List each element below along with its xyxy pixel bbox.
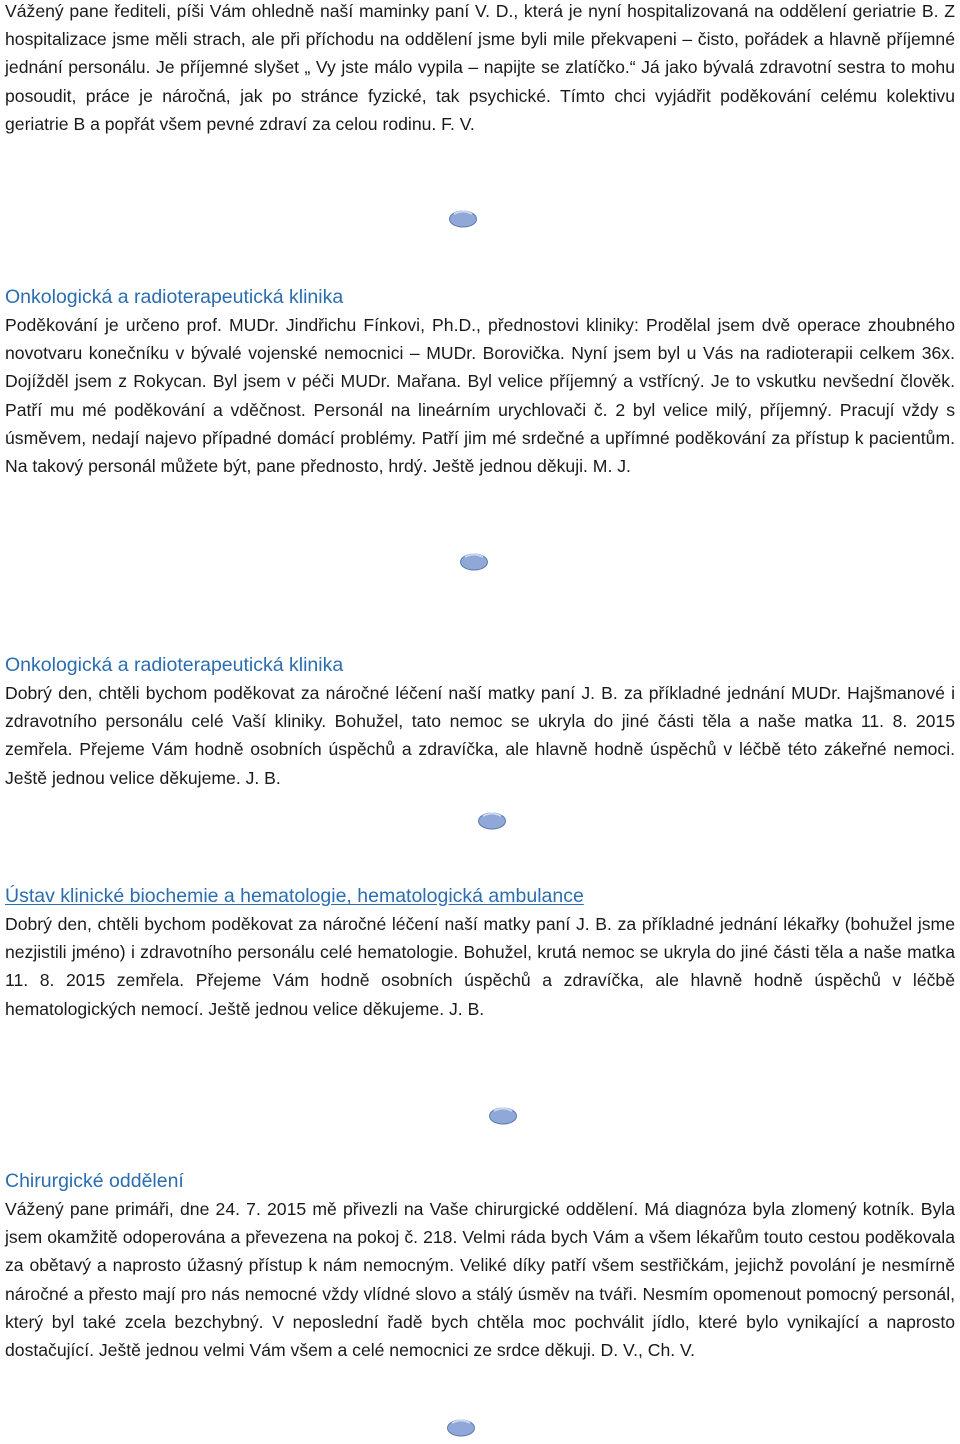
section-heading-oncology-1: Onkologická a radioterapeutická klinika xyxy=(5,286,344,308)
speech-bubble-icon xyxy=(459,552,489,571)
speech-bubble-icon xyxy=(488,1106,518,1125)
section-heading-oncology-2: Onkologická a radioterapeutická klinika xyxy=(5,654,344,676)
letter-oncology-2-text: Dobrý den, chtěli bychom poděkovat za náročné léčení naší matky paní J. B. za příkladné jednání MUDr. Hajšmanové i zdravotního personálu celé Vaší kliniky. Bohužel, tato nemoc se ukryla do jiné části těla a naše matka 11. 8. 2015 zemřela. Přejeme Vám hodně osobních úspěchů a zdravíčka, ale hlavně hodně úspěchů v léčbě této zákeřné nemoci. Ještě jednou velice děkujeme. J. B. xyxy=(5,683,955,788)
section-heading-surgery: Chirurgické oddělení xyxy=(5,1170,184,1192)
speech-bubble-icon xyxy=(448,209,478,228)
speech-bubble-icon xyxy=(446,1418,476,1437)
letter-hematology-text: Dobrý den, chtěli bychom poděkovat za náročné léčení naší matky paní J. B. za příkladné jednání lékařky (bohužel jsme nezjistili jméno) i zdravotního personálu celé hematologie. Bohužel, krutá nemoc se ukryla do jiné části těla a naše matka 11. 8. 2015 zemřela. Přejeme Vám hodně osobních úspěchů a zdravíčka, ale hlavně hodně úspěchů v léčbě hematologických nemocí. Ještě jednou velice děkujeme. J. B. xyxy=(5,914,955,1019)
letter-geriatrics-text: Vážený pane řediteli, píši Vám ohledně naší maminky paní V. D., která je nyní hospitalizovaná na oddělení geriatrie B. Z hospitalizace jsme měli strach, ale při příchodu na oddělení jsme byli mile překvapeni – čisto, pořádek a hlavně příjemné jednání personálu. Je příjemné slyšet „ Vy jste málo vypila – napijte se zlatíčko.“ Já jako bývalá zdravotní sestra to mohu posoudit, práce je náročná, jak po stránce fyzické, tak psychické. Tímto chci vyjádřit poděkování celému kolektivu geriatrie B a popřát všem pevné zdraví za celou rodinu. F. V. xyxy=(5,1,955,134)
letter-oncology-1-text: Poděkování je určeno prof. MUDr. Jindřichu Fínkovi, Ph.D., přednostovi kliniky: Prodělal jsem dvě operace zhoubného novotvaru konečníku v bývalé vojenské nemocnici – MUDr. Borovička. Nyní jsem byl u Vás na radioterapii celkem 36x. Dojížděl jsem z Rokycan. Byl jsem v péči MUDr. Mařana. Byl velice příjemný a vstřícný. Je to vskutku nevšední člověk. Patří mu mé poděkování a vděčnost. Personál na lineárním urychlovači č. 2 byl velice milý, příjemný. Pracují vždy s úsměvem, nedají najevo případné domácí problémy. Patří jim mé srdečné a upřímné poděkování za přístup k pacientům. Na takový personál můžete být, pane přednosto, hrdý. Ještě jednou děkuji. M. J. xyxy=(5,315,955,477)
letter-surgery-text: Vážený pane primáři, dne 24. 7. 2015 mě přivezli na Vaše chirurgické oddělení. Má diagnóza byla zlomený kotník. Byla jsem okamžitě odoperována a převezena na pokoj č. 218. Velmi ráda bych Vám a všem lékařům touto cestou poděkovala za obětavý a naprosto úžasný přístup k nám nemocným. Veliké díky patří všem sestřičkám, jejichž povolání je nesmírně náročné a přesto mají pro nás nemocné vždy vlídné slovo a stálý úsměv na tváři. Nesmím opomenout pomocný personál, který byl také zcela bezchybný. V neposlední řadě bych chtěla moc pochválit jídlo, které bylo vynikající a naprosto dostačující. Ještě jednou velmi Vám všem a celé nemocnici ze srdce děkuji. D. V., Ch. V. xyxy=(5,1199,955,1361)
speech-bubble-icon xyxy=(477,811,507,830)
section-heading-hematology: Ústav klinické biochemie a hematologie, hematologická ambulance xyxy=(5,885,584,907)
